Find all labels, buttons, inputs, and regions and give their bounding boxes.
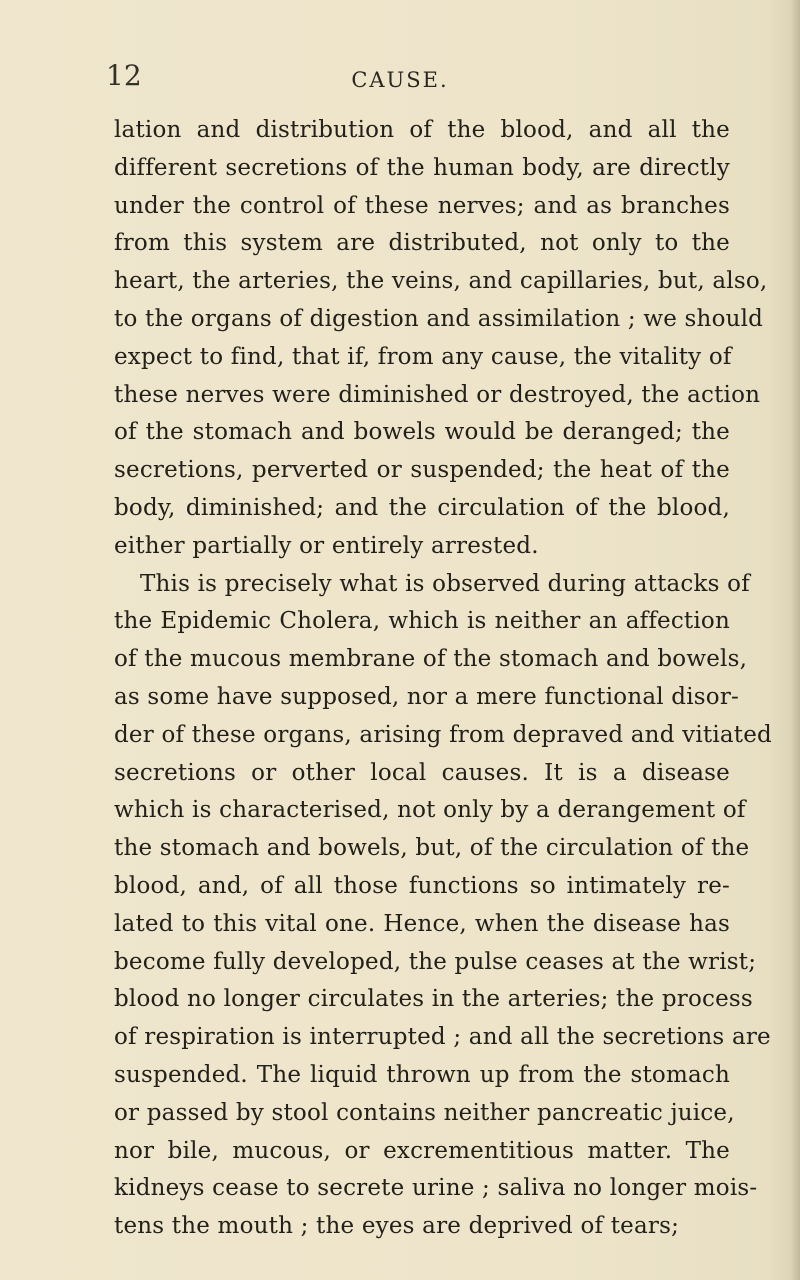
text-line: of the mucous membrane of the stomach and bowels, [114,646,748,673]
text-line: der of these organs, arising from depraved and vitiated [114,721,772,748]
text-line: secretions or other local causes. It is a disease [114,759,730,786]
text-line: the Epidemic Cholera, which is neither an affection [114,608,730,635]
text-line: either partially or entirely arrested. [114,532,539,559]
text-line: become fully developed, the pulse ceases at the wrist; [114,948,757,975]
text-line: blood, and, of all those functions so intimately re- [114,872,730,899]
text-line: lated to this vital one. Hence, when the disease has [114,910,730,937]
text-line: lation and distribution of the blood, and all the [114,117,730,143]
page-header [0,60,800,100]
text-line: which is characterised, not only by a derangement of [114,797,746,824]
text-line: tens the mouth ; the eyes are deprived of tears; [114,1213,680,1240]
text-line: body, diminished; and the circulation of the blood, [114,494,730,521]
text-line: of respiration is interrupted ; and all the secretions are [114,1024,771,1051]
text-line: This is precisely what is observed during attacks of [140,570,750,597]
text-line: nor bile, mucous, or excrementitious matter. The [114,1137,730,1164]
text-line: these nerves were diminished or destroyed, the action [114,381,761,408]
text-line: secretions, perverted or suspended; the heat of the [114,457,730,484]
text-line: suspended. The liquid thrown up from the stomach [114,1061,730,1088]
text-line: under the control of these nerves; and as branches [114,192,730,219]
text-line: of the stomach and bowels would be deranged; the [114,419,730,446]
text-line: the stomach and bowels, but, of the circulation of the [114,835,750,862]
text-line: kidneys cease to secrete urine ; saliva no longer mois- [114,1175,758,1202]
body-text [114,112,772,1246]
text-line: from this system are distributed, not only to the [114,230,730,257]
text-line: to the organs of digestion and assimilation ; we should [114,305,764,332]
page-number: 12 [106,59,142,92]
running-head: CAUSE. [351,68,449,92]
text-line: or passed by stool contains neither pancreatic juice, [114,1099,735,1126]
text-line: expect to find, that if, from any cause, the vitality of [114,343,732,370]
text-line: different secretions of the human body, are directly [114,154,730,181]
text-line: as some have supposed, nor a mere functional disor- [114,683,740,710]
text-line: blood no longer circulates in the arteries; the process [114,986,753,1013]
page-edge-shadow [790,0,800,1280]
text-line: heart, the arteries, the veins, and capillaries, but, also, [114,268,768,295]
